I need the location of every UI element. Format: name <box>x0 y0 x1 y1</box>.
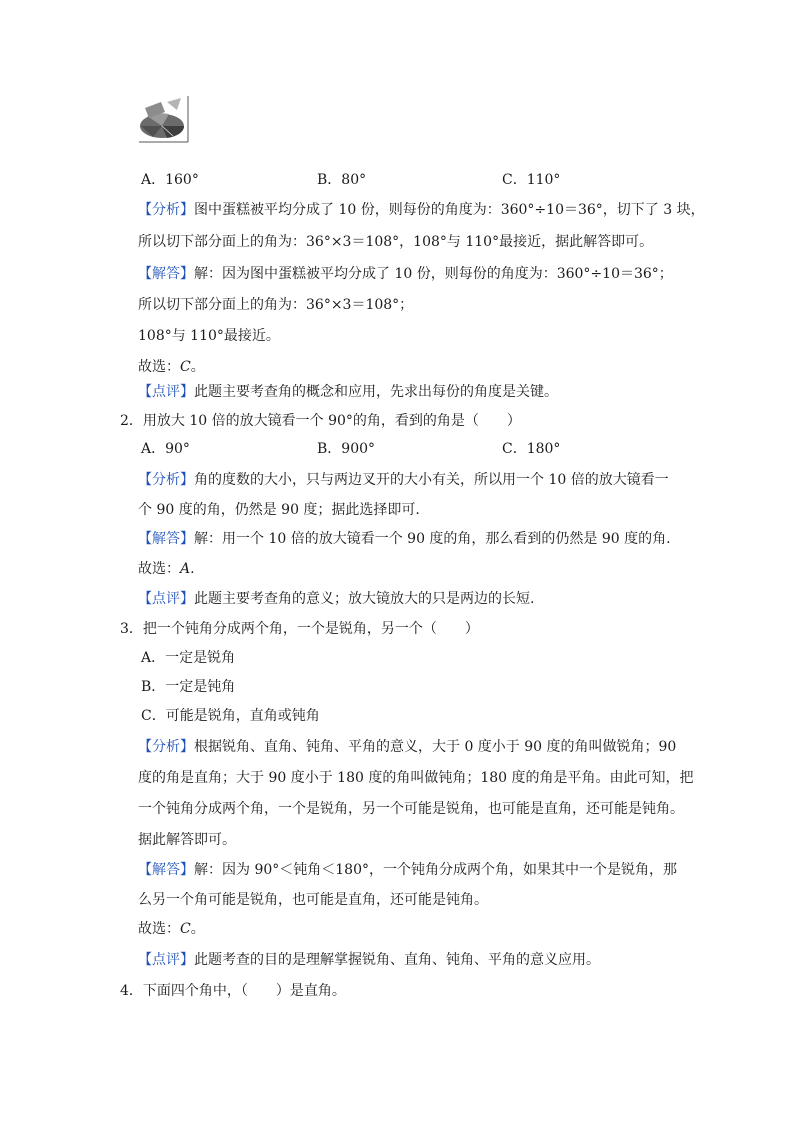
answer-tag: 【解答】 <box>138 266 194 282</box>
option-c: C．可能是锐角，直角或钝角 <box>141 708 320 724</box>
analysis-tag: 【分析】 <box>138 202 194 218</box>
choice-prefix: 故选： <box>138 561 180 577</box>
option-a: A．90° <box>141 441 190 457</box>
cake-figure <box>137 96 191 144</box>
option-b: B．一定是钝角 <box>141 679 236 695</box>
choice-letter: C <box>180 921 191 937</box>
answer-text: 108°与 110°最接近。 <box>138 328 280 344</box>
answer-text: 解：因为 90°＜钝角＜180°，一个钝角分成两个角，如果其中一个是锐角，那 <box>194 862 677 878</box>
comment-tag: 【点评】 <box>138 952 194 968</box>
analysis-text: 个 90 度的角，仍然是 90 度；据此选择即可. <box>138 502 420 518</box>
answer-text: 所以切下部分面上的角为：36°×3＝108°； <box>138 297 414 313</box>
analysis-text: 度的角是直角；大于 90 度小于 180 度的角叫做钝角；180 度的角是平角。由此可知，把 <box>138 770 694 786</box>
answer-text: 么另一个角可能是锐角，也可能是直角，还可能是钝角。 <box>138 892 488 908</box>
comment-tag: 【点评】 <box>138 384 194 400</box>
analysis-text: 据此解答即可。 <box>138 832 236 848</box>
analysis-text: 一个钝角分成两个角，一个是锐角，另一个可能是锐角，也可能是直角，还可能是钝角。 <box>138 801 684 817</box>
option-b: B．900° <box>317 441 376 457</box>
answer-tag: 【解答】 <box>138 862 194 878</box>
question-stem: 4．下面四个角中，（ ）是直角。 <box>120 983 346 999</box>
analysis-text: 角的度数的大小，只与两边叉开的大小有关，所以用一个 10 倍的放大镜看一 <box>194 472 669 488</box>
analysis-tag: 【分析】 <box>138 739 194 755</box>
answer-text: 解：用一个 10 倍的放大镜看一个 90 度的角，那么看到的仍然是 90 度的角. <box>194 531 671 547</box>
comment-text: 此题考查的目的是理解掌握锐角、直角、钝角、平角的意义应用。 <box>194 952 600 968</box>
option-b: B．80° <box>317 172 367 188</box>
choice-suffix: . <box>190 561 195 577</box>
answer-line <box>138 264 673 284</box>
choice-line <box>138 559 195 579</box>
comment-line <box>138 950 600 970</box>
comment-line <box>138 382 558 402</box>
analysis-text: 根据锐角、直角、钝角、平角的意义，大于 0 度小于 90 度的角叫做锐角；90 <box>194 739 677 755</box>
analysis-line <box>138 737 676 757</box>
analysis-tag: 【分析】 <box>138 472 194 488</box>
answer-line <box>138 860 677 880</box>
choice-line <box>138 919 205 939</box>
option-a: A．160° <box>141 172 199 188</box>
choice-suffix: 。 <box>190 921 205 937</box>
question-stem: 3．把一个钝角分成两个角，一个是锐角，另一个（ ） <box>120 621 479 637</box>
choice-suffix: 。 <box>190 359 205 375</box>
option-a: A．一定是锐角 <box>141 650 236 666</box>
option-c: C．180° <box>502 441 561 457</box>
comment-text: 此题主要考查角的概念和应用，先求出每份的角度是关键。 <box>194 384 558 400</box>
analysis-line <box>138 470 669 490</box>
choice-letter: C <box>180 359 191 375</box>
option-c: C．110° <box>502 172 561 188</box>
choice-line <box>138 357 205 377</box>
comment-text: 此题主要考查角的意义；放大镜放大的只是两边的长短. <box>194 591 535 607</box>
choice-letter: A <box>180 561 191 577</box>
answer-text: 解：因为图中蛋糕被平均分成了 10 份，则每份的角度为：360°÷10＝36°； <box>194 266 673 282</box>
question-stem: 2．用放大 10 倍的放大镜看一个 90°的角，看到的角是（ ） <box>120 413 521 429</box>
answer-line <box>138 529 671 549</box>
choice-prefix: 故选： <box>138 921 180 937</box>
choice-prefix: 故选： <box>138 359 180 375</box>
analysis-line <box>138 200 705 220</box>
analysis-text: 图中蛋糕被平均分成了 10 份，则每份的角度为：360°÷10＝36°，切下了 3 块， <box>194 202 705 218</box>
analysis-text: 所以切下部分面上的角为：36°×3＝108°，108°与 110°最接近，据此解答即可。 <box>138 234 654 250</box>
answer-tag: 【解答】 <box>138 531 194 547</box>
comment-tag: 【点评】 <box>138 591 194 607</box>
comment-line <box>138 589 534 609</box>
